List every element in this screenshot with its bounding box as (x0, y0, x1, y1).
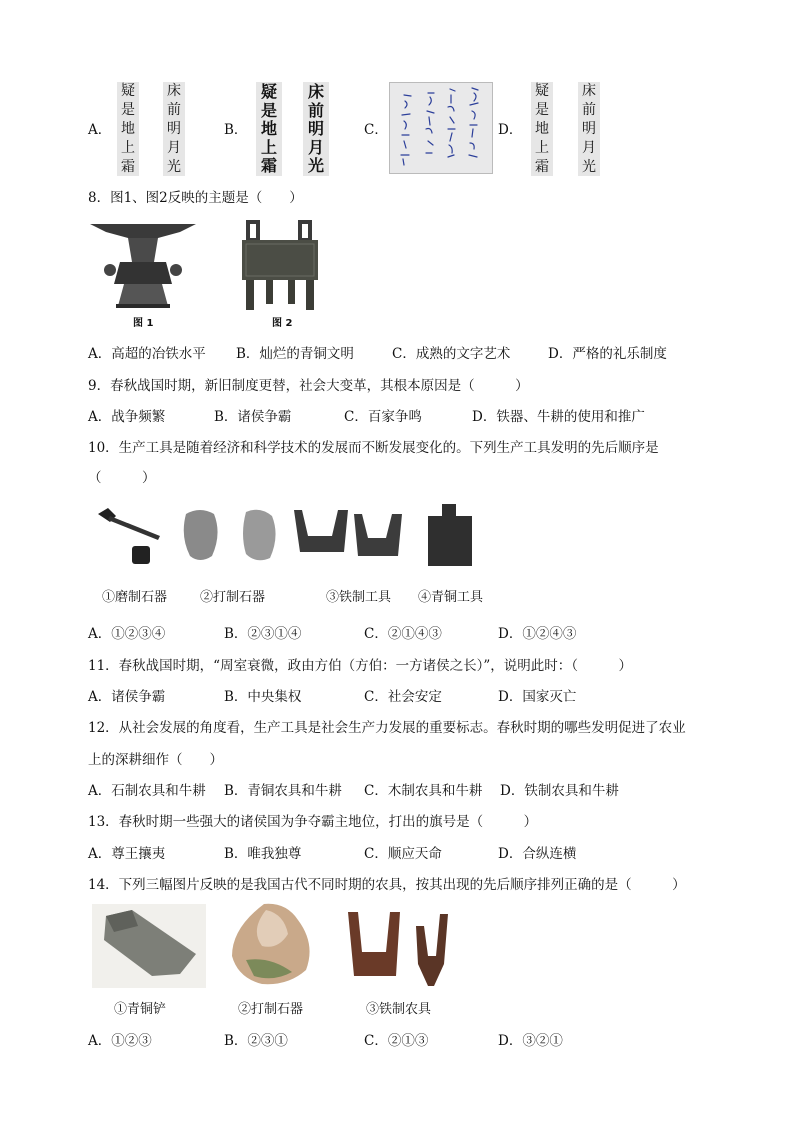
q7-option-c-label: C． (364, 122, 388, 138)
q10-stem-line-2: （ ） (88, 470, 156, 486)
q10-tools-image (96, 500, 476, 572)
q10-option-b: B．②③①④ (224, 626, 302, 642)
q7-a-col1: 疑 是 地 上 霜 (117, 82, 139, 176)
q10-option-a: A．①②③④ (88, 626, 166, 642)
q14-option-b: B．②③① (224, 1033, 288, 1049)
q12-stem-line-1: 12．从社会发展的角度看，生产工具是社会生产力发展的重要标志。春秋时期的哪些发明促进了农业 (88, 720, 686, 736)
q12-option-a: A．石制农具和牛耕 (88, 783, 206, 799)
q14-option-d: D．③②① (498, 1033, 563, 1049)
q8-figure-2-bronze-ding (238, 220, 322, 312)
q14-caption-1: ①青铜铲 (114, 1002, 167, 1017)
q8-option-d: D．严格的礼乐制度 (548, 346, 667, 362)
q7-d-col1: 疑 是 地 上 霜 (531, 82, 553, 176)
q10-option-c: C．②①④③ (364, 626, 442, 642)
q9-stem: 9．春秋战国时期，新旧制度更替，社会大变革，其根本原因是（ ） (88, 378, 529, 394)
q7-option-b-label: B． (224, 122, 248, 138)
q8-option-a: A．高超的冶铁水平 (88, 346, 206, 362)
q7-b-col1: 疑 是 地 上 霜 (256, 82, 282, 176)
q10-caption-2: ②打制石器 (200, 590, 266, 605)
q7-option-d-label: D． (498, 122, 523, 138)
q8-stem: 8．图1、图2反映的主题是（ ） (88, 190, 303, 206)
q14-bronze-shovel-image (92, 904, 206, 988)
q12-option-d: D．铁制农具和牛耕 (500, 783, 619, 799)
q13-stem: 13．春秋时期一些强大的诸侯国为争夺霸主地位，打出的旗号是（ ） (88, 814, 538, 830)
q10-caption-1: ①磨制石器 (102, 590, 168, 605)
q9-option-c: C．百家争鸣 (344, 409, 422, 425)
q8-figure-2-caption: 图 2 (272, 318, 293, 329)
q14-chipped-stone-image (226, 900, 322, 988)
q7-a-col2: 床 前 明 月 光 (163, 82, 185, 176)
q8-option-c: C．成熟的文字艺术 (392, 346, 511, 362)
q11-stem: 11．春秋战国时期，“周室衰微，政由方伯（方伯：一方诸侯之长）”，说明此时：（ ） (88, 658, 632, 674)
q12-option-c: C．木制农具和牛耕 (364, 783, 483, 799)
q14-caption-2: ②打制石器 (238, 1002, 304, 1017)
q14-iron-tools-image (346, 906, 456, 988)
q9-option-d: D．铁器、牛耕的使用和推广 (472, 409, 645, 425)
q10-option-d: D．①②④③ (498, 626, 577, 642)
q13-option-a: A．尊王攘夷 (88, 846, 166, 862)
q7-option-a-label: A． (88, 122, 112, 138)
q10-caption-4: ④青铜工具 (418, 590, 484, 605)
q14-stem: 14．下列三幅图片反映的是我国古代不同时期的农具，按其出现的先后顺序排列正确的是（ ） (88, 877, 686, 893)
q14-option-a: A．①②③ (88, 1033, 152, 1049)
q10-caption-3: ③铁制工具 (326, 590, 392, 605)
q14-caption-3: ③铁制农具 (366, 1002, 432, 1017)
q13-option-b: B．唯我独尊 (224, 846, 302, 862)
q7-c-handwriting-image (389, 82, 493, 174)
q10-stem-line-1: 10．生产工具是随着经济和科学技术的发展而不断发展变化的。下列生产工具发明的先后顺序是 (88, 440, 659, 456)
q12-stem-line-2: 上的深耕细作（ ） (88, 752, 223, 768)
q11-option-b: B．中央集权 (224, 689, 302, 705)
q9-option-a: A．战争频繁 (88, 409, 166, 425)
q11-option-d: D．国家灭亡 (498, 689, 577, 705)
q12-option-b: B．青铜农具和牛耕 (224, 783, 342, 799)
q9-option-b: B．诸侯争霸 (214, 409, 292, 425)
q8-option-b: B．灿烂的青铜文明 (236, 346, 354, 362)
q7-b-col2: 床 前 明 月 光 (303, 82, 329, 176)
q8-figure-1-bronze-zun (88, 218, 198, 314)
q13-option-d: D．合纵连横 (498, 846, 577, 862)
q8-figure-1-caption: 图 1 (133, 318, 154, 329)
q13-option-c: C．顺应天命 (364, 846, 442, 862)
q11-option-a: A．诸侯争霸 (88, 689, 166, 705)
q11-option-c: C．社会安定 (364, 689, 442, 705)
q7-d-col2: 床 前 明 月 光 (578, 82, 600, 176)
q14-option-c: C．②①③ (364, 1033, 429, 1049)
